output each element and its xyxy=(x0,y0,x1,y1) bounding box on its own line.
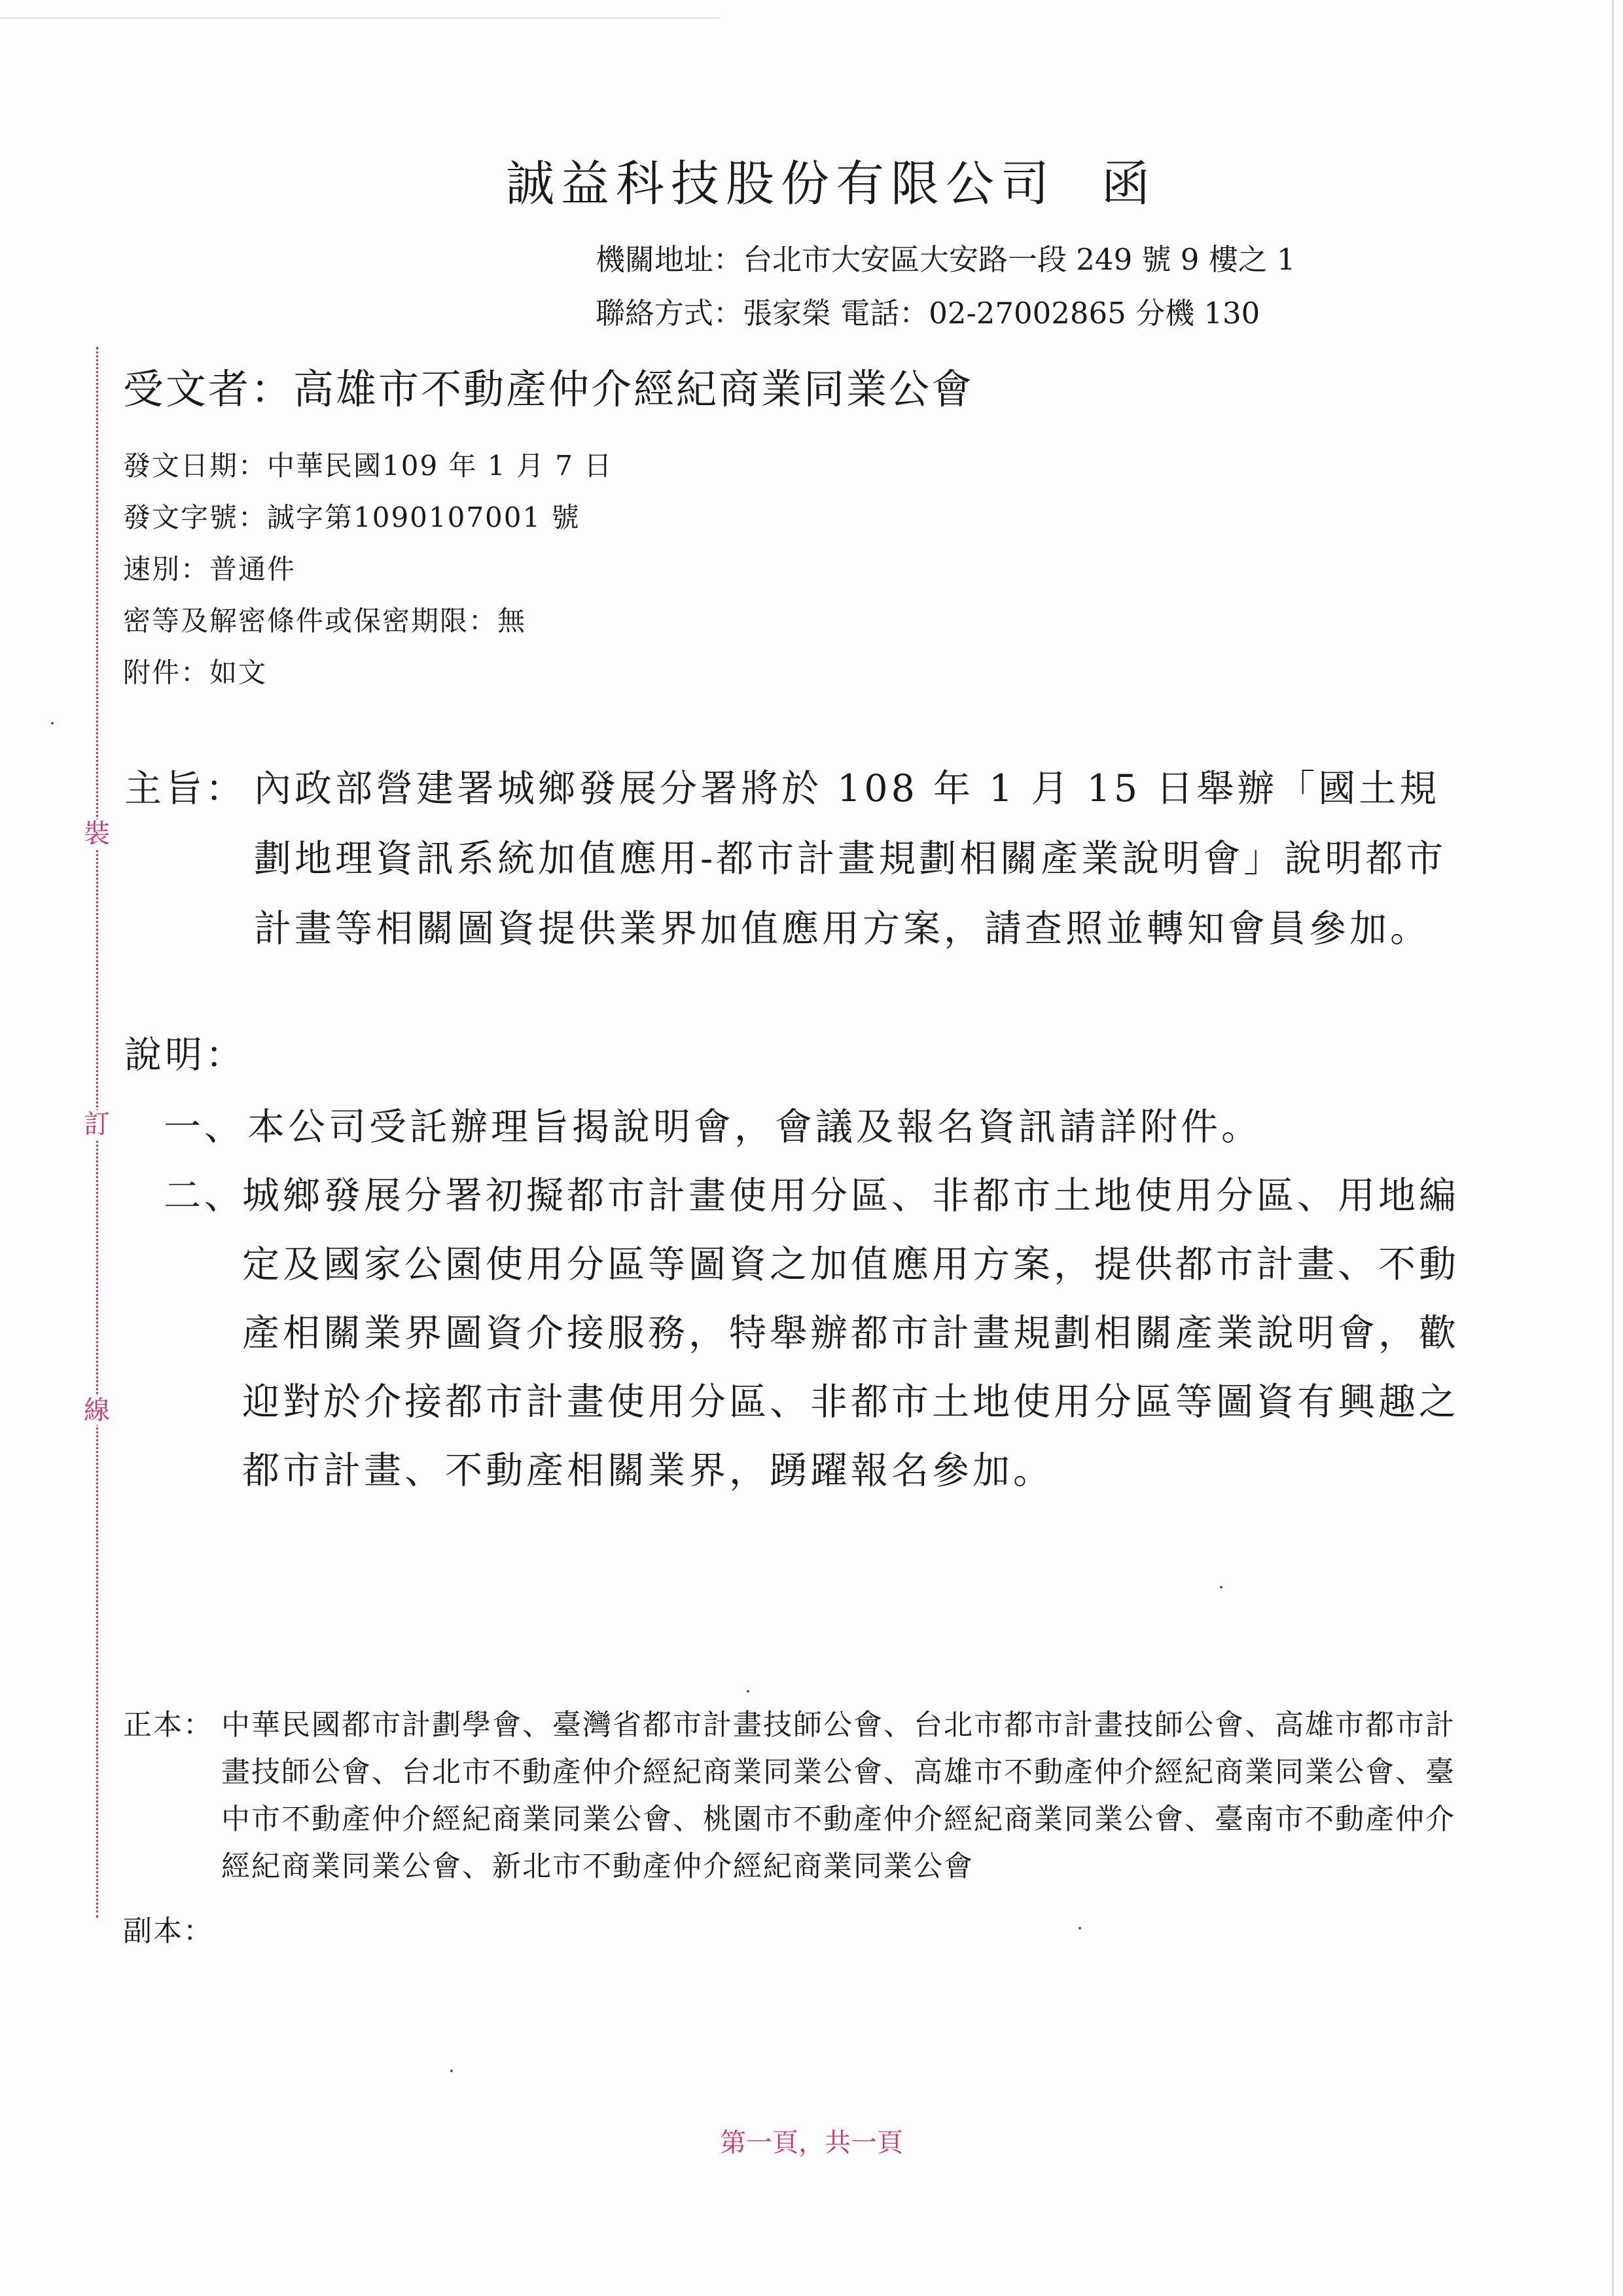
scan-speck xyxy=(450,2070,453,2072)
scan-speck xyxy=(1079,1927,1081,1929)
sender-contact: 聯絡方式：張家榮 電話：02-27002865 分機 130 xyxy=(596,296,1260,331)
scan-speck xyxy=(51,722,54,725)
scan-speck xyxy=(747,1690,749,1693)
original-recipients: 中華民國都市計劃學會、臺灣省都市計畫技師公會、台北市都市計畫技師公會、高雄市都市計畫技師公會、台北市不動產仲介經紀商業同業公會、高雄市不動產仲介經紀商業同業公會、臺中市不動產仲介經紀商業同業公會、桃園市不動產仲介經紀商業同業公會、臺南市不動產仲介經紀商業同業公會、新北市不動產仲介經紀商業同業公會 xyxy=(221,1708,1455,1883)
subject-section xyxy=(124,754,1466,964)
item-number: 一、 xyxy=(164,1105,245,1149)
recipient: 受文者：高雄市不動產仲介經紀商業同業公會 xyxy=(123,365,974,413)
issue-date: 發文日期：中華民國109 年 1 月 7 日 xyxy=(123,450,613,482)
item-number: 二、 xyxy=(164,1174,245,1217)
secrecy-level: 密等及解密條件或保密期限：無 xyxy=(123,605,527,637)
binding-mark-ding: 訂 xyxy=(84,1109,110,1139)
distribution-original xyxy=(123,1702,1478,1890)
distribution-copy: 副本： xyxy=(123,1914,213,1948)
delivery-speed: 速別：普通件 xyxy=(123,553,296,585)
explanation-label: 說明： xyxy=(124,1033,246,1077)
item-text: 本公司受託辦理旨揭說明會，會議及報名資訊請詳附件。 xyxy=(247,1105,1262,1149)
scan-edge-right xyxy=(1612,0,1614,2296)
item-text: 城鄉發展分署初擬都市計畫使用分區、非都市土地使用分區、用地編定及國家公園使用分區等圖資之加值應用方案，提供都市計畫、不動產相關業界圖資介接服務，特舉辦都市計畫規劃相關產業說明會，歡迎對於介接都市計畫使用分區、非都市土地使用分區等圖資有興趣之都市計畫、不動產相關業界，踴躍報名參加。 xyxy=(242,1174,1459,1492)
sender-info xyxy=(596,233,1296,340)
document-type: 函 xyxy=(1101,156,1156,212)
page-number: 第一頁，共一頁 xyxy=(720,2128,903,2158)
company-name: 誠益科技股份有限公司 xyxy=(506,156,1056,212)
binding-mark-xian: 線 xyxy=(84,1395,110,1426)
letter-title xyxy=(0,145,1623,215)
subject-body: 內政部營建署城鄉發展分署將於 108 年 1 月 15 日舉辦「國土規劃地理資訊系統加值應用-都市計畫規劃相關產業說明會」說明都市計畫等相關圖資提供業界加值應用方案，請查照並轉知會員參加。 xyxy=(254,767,1447,950)
subject-label: 主旨： xyxy=(124,767,246,810)
document-meta xyxy=(123,440,613,698)
sender-address: 機關地址：台北市大安區大安路一段 249 號 9 樓之 1 xyxy=(596,242,1296,277)
scan-speck xyxy=(1220,1586,1222,1588)
explanation-item xyxy=(164,1162,1472,1505)
original-label: 正本： xyxy=(123,1708,213,1742)
document-number: 發文字號：誠字第1090107001 號 xyxy=(123,501,580,533)
scan-edge-top xyxy=(0,17,720,19)
attachment-note: 附件：如文 xyxy=(123,656,268,689)
explanation-item xyxy=(164,1093,1472,1162)
binding-mark-zhuang: 裝 xyxy=(84,819,110,849)
